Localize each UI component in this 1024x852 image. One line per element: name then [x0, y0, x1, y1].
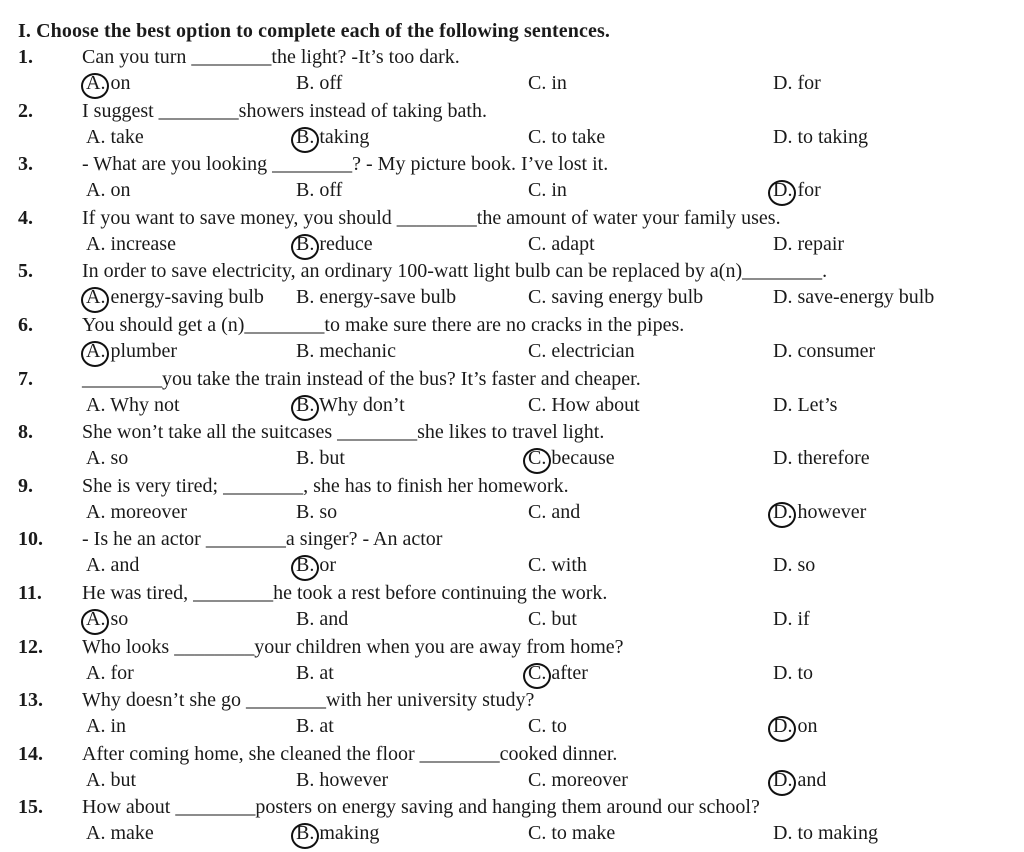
option[interactable]: C. to make — [528, 822, 616, 845]
question-text: He was tired, ________he took a rest before continuing the work. — [82, 582, 608, 604]
question-text: After coming home, she cleaned the floor ________cooked dinner. — [82, 742, 618, 765]
question-number: 13. — [18, 689, 43, 712]
question-text: She is very tired; ________, she has to finish her homework. — [82, 474, 569, 497]
option[interactable]: B. and — [296, 608, 349, 630]
option[interactable]: B. at — [296, 661, 334, 684]
option[interactable]: B. but — [296, 447, 345, 470]
question-item — [0, 475, 1024, 529]
option[interactable]: A. so — [86, 447, 129, 470]
option[interactable]: A. in — [86, 715, 126, 738]
option[interactable]: D. for — [773, 72, 821, 94]
option[interactable]: A. moreover — [86, 500, 188, 523]
option[interactable]: D. save-energy bulb — [773, 286, 935, 309]
option[interactable]: A. make — [86, 822, 154, 845]
question-text: Who looks ________your children when you are away from home? — [82, 635, 624, 658]
option[interactable]: C. and — [528, 500, 581, 523]
question-item — [0, 421, 1024, 475]
option[interactable]: C. in — [528, 179, 567, 202]
question-item — [0, 743, 1024, 797]
question-item — [0, 260, 1024, 314]
question-number: 6. — [18, 314, 33, 336]
question-item — [0, 689, 1024, 743]
question-item — [0, 796, 1024, 850]
option-selected[interactable]: B. taking — [296, 125, 370, 148]
option[interactable]: D. if — [773, 608, 810, 630]
option[interactable]: B. so — [296, 500, 338, 523]
option-selected[interactable]: B. making — [296, 822, 380, 845]
question-item — [0, 582, 1024, 636]
question-text: If you want to save money, you should ________the amount of water your family uses. — [82, 206, 781, 229]
question-text: In order to save electricity, an ordinary 100-watt light bulb can be replaced by a(n)________. — [82, 260, 828, 283]
question-item — [0, 46, 1024, 100]
question-number: 15. — [18, 796, 43, 819]
question-item — [0, 368, 1024, 422]
option[interactable]: B. energy-save bulb — [296, 286, 457, 309]
option-selected[interactable]: B. or — [296, 554, 336, 577]
question-text: You should get a (n)________to make sure there are no cracks in the pipes. — [82, 314, 685, 336]
option[interactable]: D. to taking — [773, 125, 868, 148]
option[interactable]: D. Let’s — [773, 393, 838, 416]
option[interactable]: B. off — [296, 179, 343, 202]
question-number: 1. — [18, 46, 33, 68]
question-number: 3. — [18, 153, 33, 176]
question-text: ________you take the train instead of the bus? It’s faster and cheaper. — [82, 367, 641, 390]
option[interactable]: D. so — [773, 554, 816, 577]
option[interactable]: C. saving energy bulb — [528, 286, 704, 309]
option[interactable]: B. at — [296, 715, 334, 738]
option[interactable]: D. therefore — [773, 447, 870, 470]
question-number: 11. — [18, 582, 42, 604]
question-item — [0, 314, 1024, 368]
option[interactable]: A. for — [86, 661, 134, 684]
question-item — [0, 207, 1024, 261]
option-selected[interactable]: B. reduce — [296, 232, 373, 255]
question-item — [0, 100, 1024, 154]
question-number: 14. — [18, 742, 43, 765]
question-text: Can you turn ________the light? -It’s too dark. — [82, 46, 460, 68]
option[interactable]: C. adapt — [528, 232, 595, 255]
option[interactable]: C. to — [528, 715, 567, 738]
option[interactable]: C. to take — [528, 125, 606, 148]
question-text: Why doesn’t she go ________with her university study? — [82, 689, 535, 712]
option[interactable]: D. repair — [773, 232, 845, 255]
option[interactable]: B. however — [296, 768, 389, 791]
option-selected[interactable]: A. plumber — [86, 340, 178, 362]
option[interactable]: B. mechanic — [296, 340, 396, 362]
question-number: 9. — [18, 474, 33, 497]
question-number: 2. — [18, 99, 33, 122]
question-number: 7. — [18, 367, 33, 390]
question-number: 12. — [18, 635, 43, 658]
option[interactable]: C. electrician — [528, 340, 635, 362]
question-number: 5. — [18, 260, 33, 283]
option-selected[interactable]: D. and — [773, 768, 827, 791]
question-number: 8. — [18, 421, 33, 444]
option[interactable]: C. in — [528, 72, 567, 94]
question-text: She won’t take all the suitcases ________she likes to travel light. — [82, 421, 605, 444]
option[interactable]: A. take — [86, 125, 144, 148]
option[interactable]: C. with — [528, 554, 587, 577]
question-number: 4. — [18, 206, 33, 229]
option-selected[interactable]: D. however — [773, 500, 867, 523]
option[interactable]: A. Why not — [86, 393, 180, 416]
question-text: - Is he an actor ________a singer? - An actor — [82, 528, 443, 551]
option-selected[interactable]: A. so — [86, 608, 129, 630]
option-selected[interactable]: C. after — [528, 661, 588, 684]
section-heading: I. Choose the best option to complete each of the following sentences. — [18, 20, 610, 42]
question-item — [0, 636, 1024, 690]
question-text: How about ________posters on energy saving and hanging them around our school? — [82, 796, 760, 819]
option-selected[interactable]: A. energy-saving bulb — [86, 286, 264, 309]
option-selected[interactable]: B. Why don’t — [296, 393, 405, 416]
option[interactable]: B. off — [296, 72, 343, 94]
option[interactable]: C. How about — [528, 393, 640, 416]
question-text: I suggest ________showers instead of taking bath. — [82, 99, 487, 122]
option-selected[interactable]: D. on — [773, 715, 818, 738]
option[interactable]: A. on — [86, 179, 131, 202]
option[interactable]: C. moreover — [528, 768, 628, 791]
option-selected[interactable]: C. because — [528, 447, 615, 470]
option[interactable]: D. to making — [773, 822, 878, 845]
question-item — [0, 153, 1024, 207]
option[interactable]: A. and — [86, 554, 140, 577]
option[interactable]: C. but — [528, 608, 577, 630]
option-selected[interactable]: A. on — [86, 72, 131, 94]
question-text: - What are you looking ________? - My picture book. I’ve lost it. — [82, 153, 609, 176]
option[interactable]: D. to — [773, 661, 813, 684]
option[interactable]: A. but — [86, 768, 136, 791]
option[interactable]: D. consumer — [773, 340, 876, 362]
option-selected[interactable]: D. for — [773, 179, 821, 202]
question-number: 10. — [18, 528, 43, 551]
option[interactable]: A. increase — [86, 232, 176, 255]
question-item — [0, 528, 1024, 582]
